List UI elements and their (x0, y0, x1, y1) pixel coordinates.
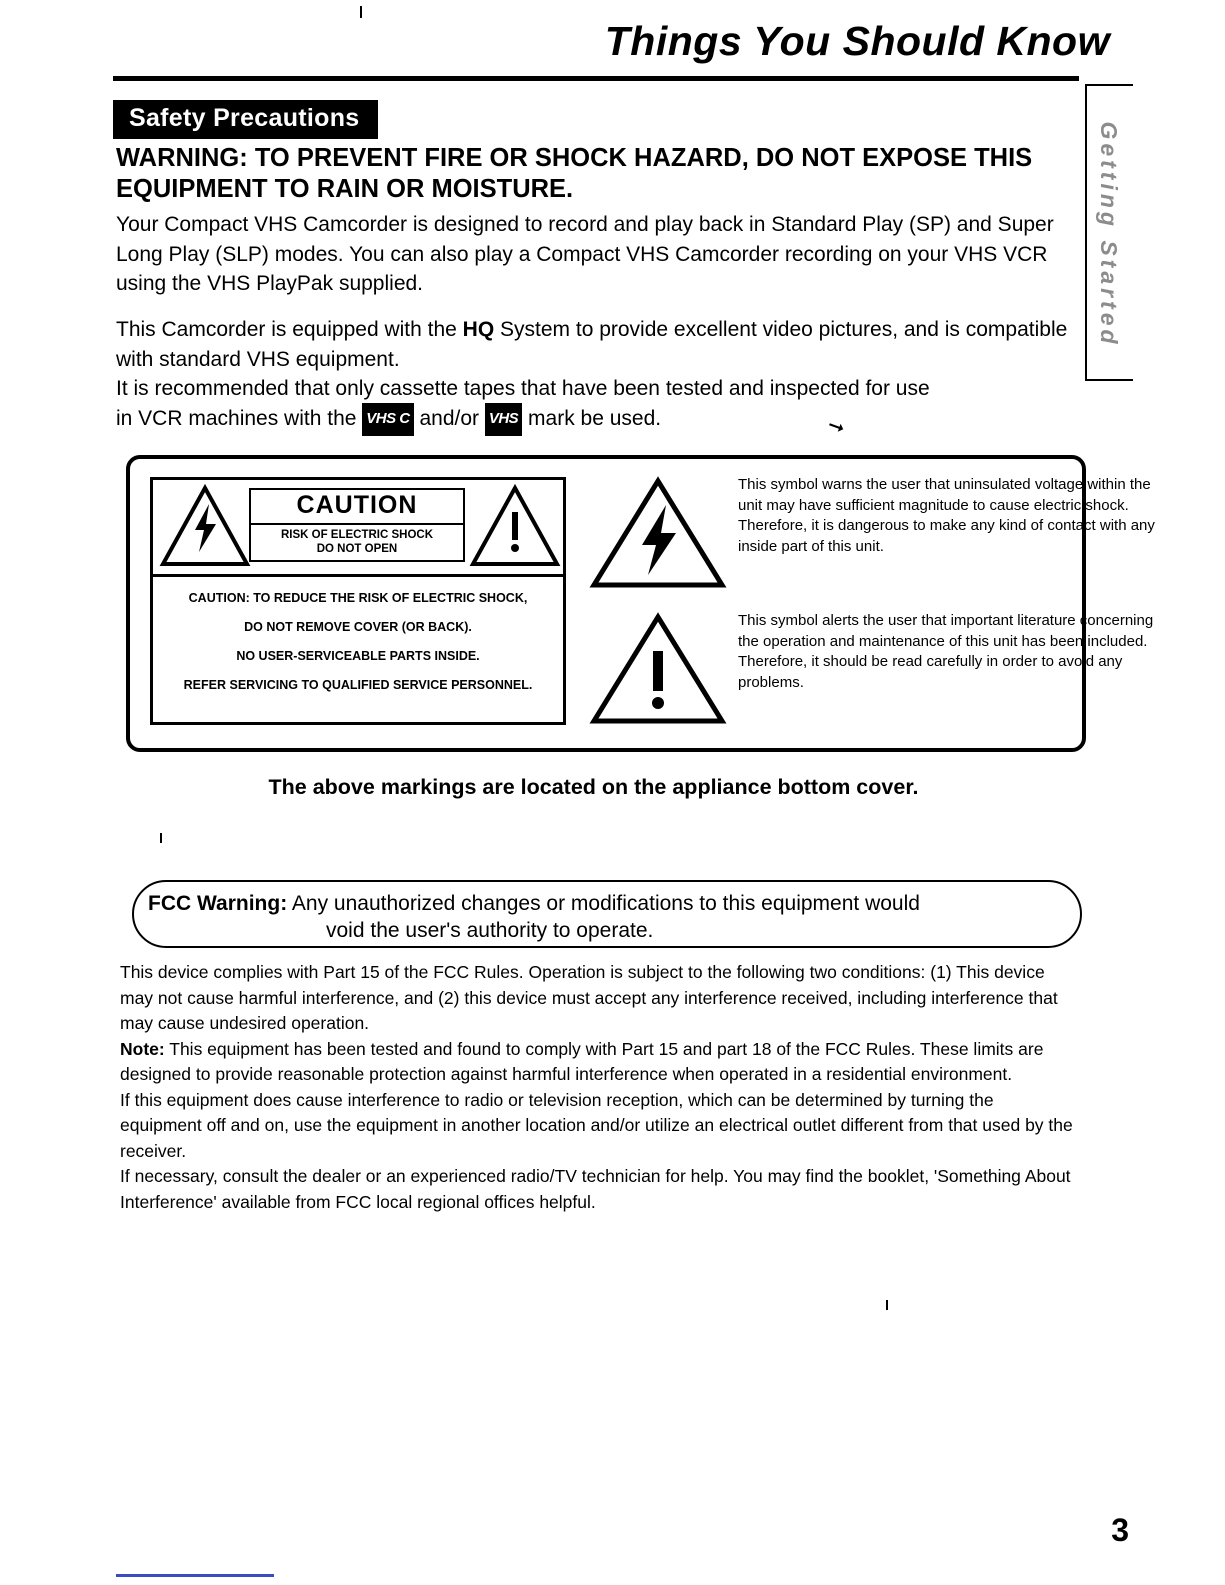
vhs-c-mark-icon: VHS C (362, 403, 413, 436)
fcc-note-label: Note: (120, 1038, 165, 1059)
exclamation-triangle-icon (469, 484, 561, 568)
section-banner-safety-precautions: Safety Precautions (113, 100, 378, 139)
fcc-note-text: This equipment has been tested and found to comply with Part 15 and part 18 of the FCC Rules. These limits are designed to provide reasonable protection against harmful interference when operated in a residential environment. (120, 1038, 1044, 1084)
paragraph-camcorder-modes: Your Compact VHS Camcorder is designed to record and play back in Standard Play (SP) and Super Long Play (SLP) modes. You can also play a Compact VHS Camcorder recording on your VHS VCR using the VHS PlayPak supplied. (116, 213, 1054, 295)
caution-word-block (249, 488, 465, 562)
page-header (110, 18, 1110, 65)
paragraph-hq-system (116, 315, 1071, 374)
vhs-mark-icon: VHS (485, 403, 522, 436)
header-divider (113, 76, 1079, 81)
fcc-body-paragraph-1: This device complies with Part 15 of the FCC Rules. Operation is subject to the following two conditions: (1) This device may not cause harmful interference, and (2) this device must accept any interference received, including interference that may cause undesired operation. (120, 962, 1058, 1033)
caution-instruction-lines (153, 580, 563, 700)
registration-tick-mid (160, 833, 162, 843)
vhs-marks-c: mark be used. (522, 407, 662, 430)
page-title: Things You Should Know (604, 18, 1110, 64)
lightning-bolt-triangle-icon (159, 484, 251, 568)
fcc-warning-box (132, 880, 1082, 948)
side-tab-getting-started (1085, 84, 1133, 381)
symbol-literature-text: This symbol alerts the user that important literature concerning the operation and maintenance of this unit has been included. Therefore, it should be read carefully in order to avoid any problems. (738, 612, 1154, 691)
caution-symbol-panel (126, 455, 1155, 752)
fcc-warning-line2: void the user's authority to operate. (326, 919, 654, 942)
fcc-body-paragraph-2 (120, 1037, 1075, 1088)
fcc-body-paragraph-3: If this equipment does cause interference to radio or television reception, which can be determined by turning the equipment off and on, use the equipment in another location and/or utilize an electrical outlet different from that used by the receiver. (120, 1089, 1073, 1161)
fcc-body-paragraph-4: If necessary, consult the dealer or an experienced radio/TV technician for help. You may find the booklet, 'Something About Interference' available from FCC local regional offices helpful. (120, 1166, 1071, 1212)
paragraph-cassette-recommendation: It is recommended that only cassette tapes that have been tested and inspected for use (116, 377, 930, 400)
caution-line-2: DO NOT REMOVE COVER (OR BACK). (244, 620, 472, 634)
caution-subtext-line2: DO NOT OPEN (316, 543, 398, 555)
paragraph-hq-a: This Camcorder is equipped with the (116, 318, 463, 341)
fcc-compliance-body (120, 960, 1075, 1215)
exclamation-triangle-icon (588, 611, 728, 727)
vhs-marks-b: and/or (413, 407, 485, 430)
fcc-warning-label: FCC Warning: (148, 892, 288, 915)
page-number: 3 (1111, 1512, 1129, 1548)
fcc-warning-content (148, 890, 1063, 944)
warning-heading: WARNING: TO PREVENT FIRE OR SHOCK HAZARD, DO NOT EXPOSE THIS EQUIPMENT TO RAIN OR MOISTURE. (116, 144, 1033, 203)
pen-stroke-mark: ➞ (824, 413, 848, 441)
markings-location-note: The above markings are located on the appliance bottom cover. (268, 775, 919, 799)
caution-subtext-line1: RISK OF ELECTRIC SHOCK (280, 529, 434, 541)
registration-tick (360, 6, 362, 18)
paragraph-vhs-marks (116, 403, 1071, 436)
symbol-shock-text: This symbol warns the user that uninsulated voltage within the unit may have sufficient magnitude to cause electric shock. Therefore, it is dangerous to make any kind of contact with any inside part of this unit. (738, 476, 1155, 555)
vhs-marks-a: in VCR machines with the (116, 407, 363, 430)
caution-word: CAUTION (249, 488, 465, 525)
lightning-bolt-triangle-icon (588, 475, 728, 591)
caution-triangles-row (153, 480, 563, 577)
caution-subtext (249, 525, 465, 562)
hq-label: HQ (462, 318, 495, 341)
side-tab-label: Getting Started (1096, 121, 1122, 348)
caution-line-3: NO USER-SERVICEABLE PARTS INSIDE. (236, 649, 480, 663)
caution-line-1: CAUTION: TO REDUCE THE RISK OF ELECTRIC SHOCK, (188, 591, 528, 605)
caution-line-4: REFER SERVICING TO QUALIFIED SERVICE PERSONNEL. (183, 678, 533, 692)
paragraph-hq-b: System to provide excellent video pictures, and is compatible with standard VHS equipment. (116, 318, 1068, 371)
caution-label-box (150, 477, 566, 725)
bottom-scan-mark (116, 1574, 274, 1577)
registration-tick-lower (886, 1300, 888, 1310)
fcc-warning-line1: Any unauthorized changes or modifications to this equipment would (291, 892, 920, 915)
